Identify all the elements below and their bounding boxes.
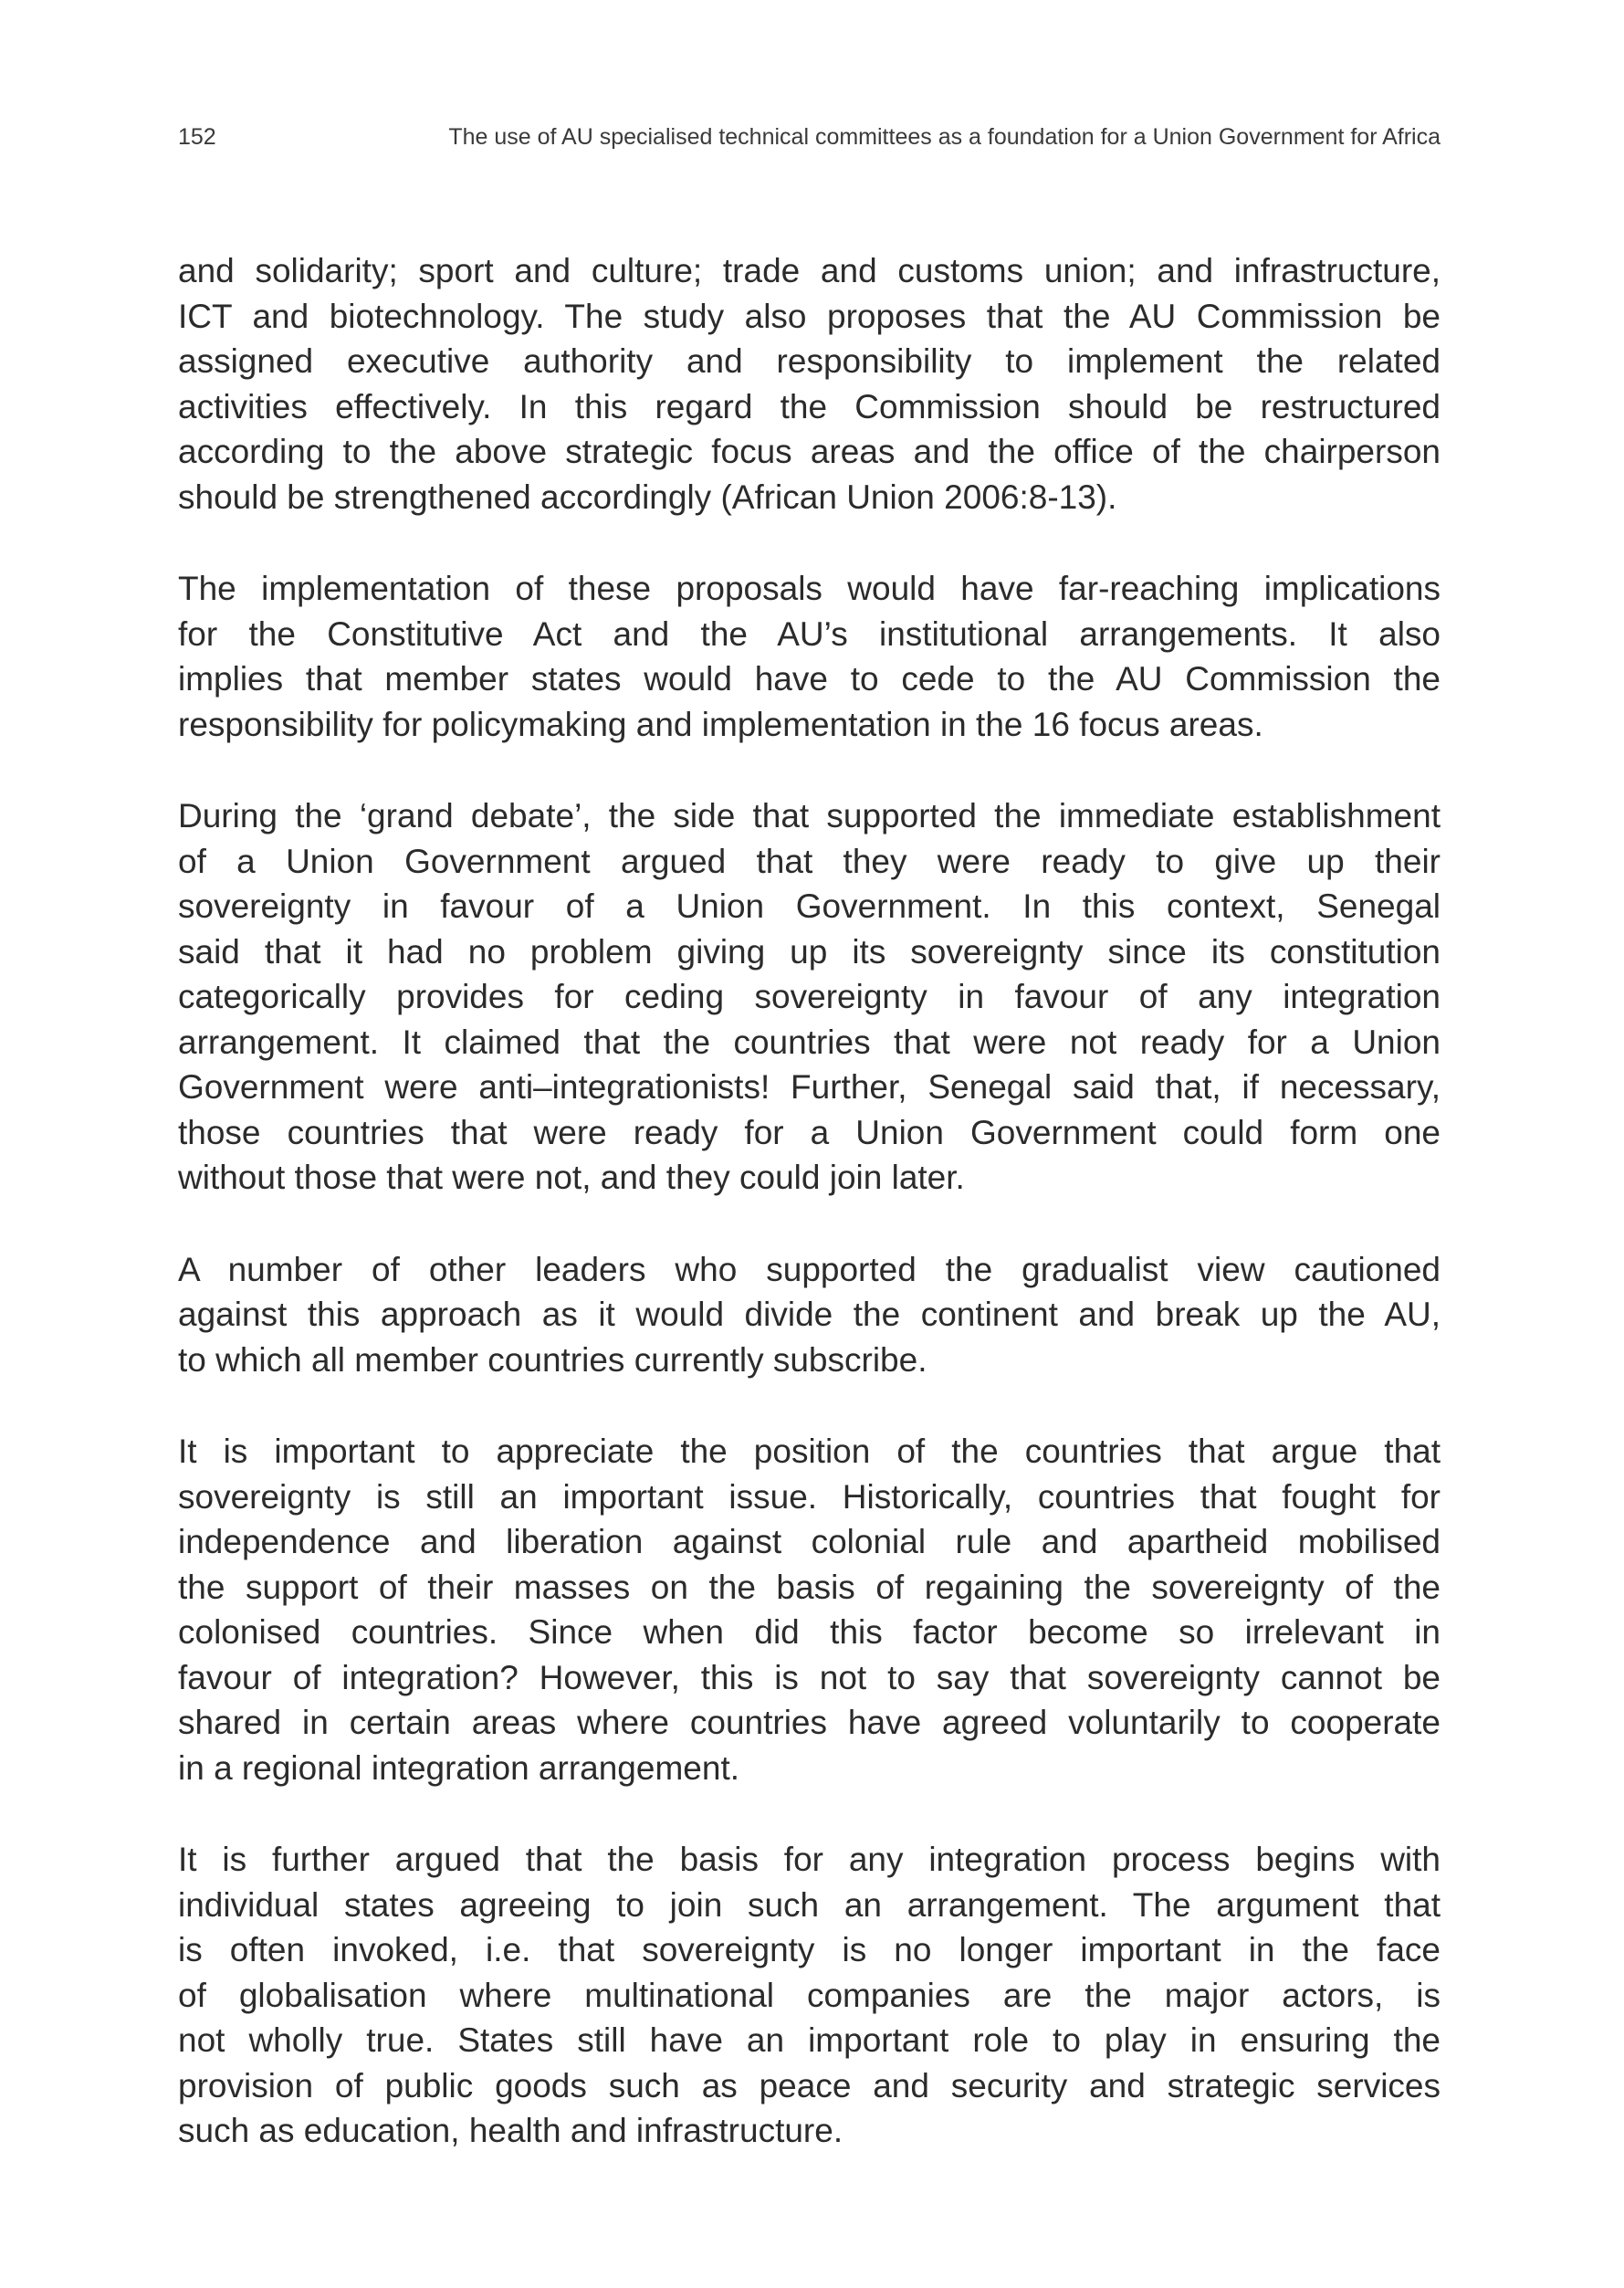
running-title: The use of AU specialised technical committees as a foundation for a Union Government for Africa [448, 124, 1441, 150]
text-line: colonised countries. Since when did this factor become so irrelevant in [178, 1613, 1441, 1651]
text-line: not wholly true. States still have an important role to play in ensuring the [178, 2021, 1441, 2059]
paragraph [178, 1837, 1441, 2154]
text-line: without those that were not, and they could join later. [178, 1159, 965, 1196]
running-header [178, 119, 1441, 155]
text-line: shared in certain areas where countries have agreed voluntarily to cooperate [178, 1704, 1441, 1741]
paragraph [178, 566, 1441, 747]
text-line: individual states agreeing to join such an arrangement. The argument that [178, 1885, 1441, 1924]
page-number: 152 [178, 124, 216, 150]
text-line: activities effectively. In this regard the Commission should be restructured [178, 387, 1441, 425]
paragraph [178, 1429, 1441, 1790]
paragraph [178, 1247, 1441, 1383]
text-line: implies that member states would have to cede to the AU Commission the [178, 660, 1441, 698]
text-line: assigned executive authority and responsibility to implement the related [178, 342, 1441, 380]
text-line: It is important to appreciate the position of the countries that argue that [178, 1433, 1441, 1470]
text-line: responsibility for policymaking and implementation in the 16 focus areas. [178, 705, 1263, 743]
body-text [178, 248, 1441, 2200]
text-line: for the Constitutive Act and the AU’s institutional arrangements. It also [178, 614, 1441, 653]
text-line: of globalisation where multinational companies are the major actors, is [178, 1976, 1441, 2014]
text-line: It is further argued that the basis for any integration process begins with [178, 1841, 1441, 1878]
text-line: sovereignty in favour of a Union Government. In this context, Senegal [178, 887, 1441, 925]
text-line: A number of other leaders who supported the gradualist view cautioned [178, 1250, 1441, 1288]
text-line: sovereignty is still an important issue. Historically, countries that fought for [178, 1477, 1441, 1516]
paragraph [178, 793, 1441, 1201]
text-line: such as education, health and infrastructure. [178, 2112, 843, 2149]
text-line: Government were anti–integrationists! Further, Senegal said that, if necessary, [178, 1068, 1441, 1106]
text-line: of a Union Government argued that they were ready to give up their [178, 842, 1441, 880]
text-line: to which all member countries currently subscribe. [178, 1340, 927, 1379]
text-line: favour of integration? However, this is not to say that sovereignty cannot be [178, 1658, 1441, 1696]
text-line: in a regional integration arrangement. [178, 1748, 739, 1787]
text-line: arrangement. It claimed that the countries that were not ready for a Union [178, 1023, 1441, 1061]
text-line: against this approach as it would divide the continent and break up the AU, [178, 1296, 1441, 1333]
text-line: should be strengthened accordingly (African Union 2006:8-13). [178, 478, 1117, 516]
text-line: categorically provides for ceding sovereignty in favour of any integration [178, 978, 1441, 1015]
text-line: and solidarity; sport and culture; trade and customs union; and infrastructure, [178, 252, 1441, 289]
text-line: provision of public goods such as peace and security and strategic services [178, 2066, 1441, 2104]
text-line: said that it had no problem giving up its sovereignty since its constitution [178, 932, 1441, 971]
text-line: is often invoked, i.e. that sovereignty is no longer important in the face [178, 1931, 1441, 1968]
paragraph [178, 248, 1441, 520]
text-line: During the ‘grand debate’, the side that supported the immediate establishment [178, 797, 1441, 834]
text-line: The implementation of these proposals would have far-reaching implications [178, 570, 1441, 607]
text-line: independence and liberation against colonial rule and apartheid mobilised [178, 1523, 1441, 1560]
text-line: according to the above strategic focus areas and the office of the chairperson [178, 433, 1441, 470]
text-line: those countries that were ready for a Union Government could form one [178, 1113, 1441, 1151]
text-line: the support of their masses on the basis of regaining the sovereignty of the [178, 1568, 1441, 1606]
text-line: ICT and biotechnology. The study also proposes that the AU Commission be [178, 297, 1441, 335]
